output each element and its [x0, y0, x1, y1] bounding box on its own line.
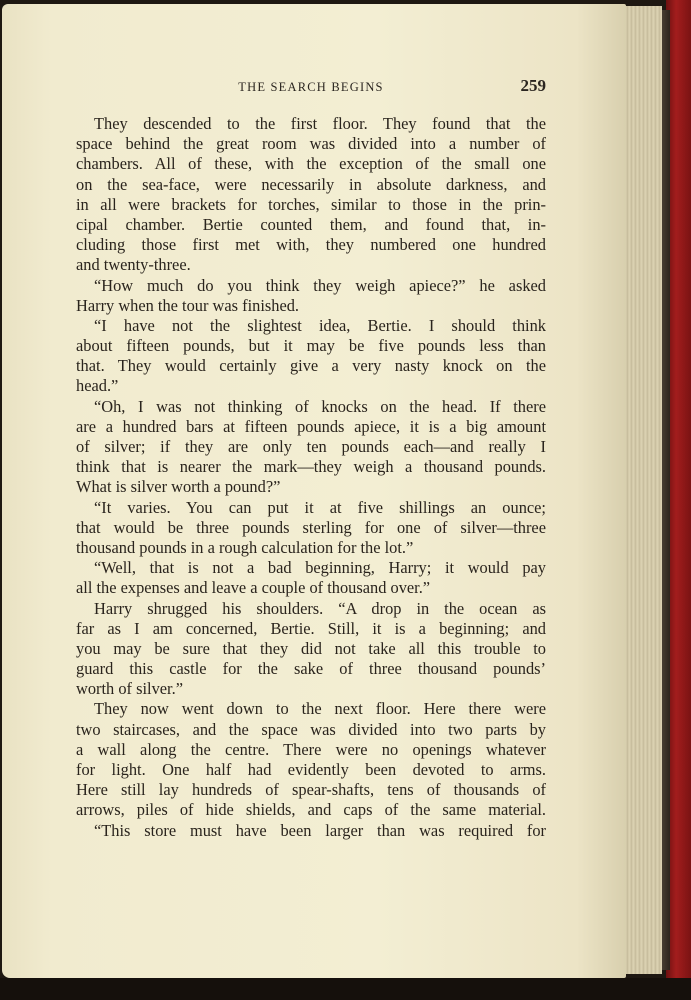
text-line: “I have not the slightest idea, Bertie. I should think [94, 315, 546, 335]
running-head: THE SEARCH BEGINS [238, 80, 384, 94]
text-line: a wall along the centre. There were no openings whatever [76, 739, 546, 759]
text-line: on the sea-face, were necessarily in absolute darkness, and [76, 174, 546, 194]
text-line: Harry shrugged his shoulders. “A drop in the ocean as [94, 598, 546, 618]
text-line: that would be three pounds sterling for one of silver—three [76, 517, 546, 537]
text-line: “Oh, I was not thinking of knocks on the head. If there [94, 396, 546, 416]
text-line: cluding those first met with, they numbered one hundred [76, 235, 546, 255]
text-line: “It varies. You can put it at five shillings an ounce; [94, 497, 546, 517]
text-line: think that is nearer the mark—they weigh a thousand pounds. [76, 457, 546, 477]
text-line: What is silver worth a pound?” [76, 477, 281, 497]
text-line: Here still lay hundreds of spear-shafts, tens of thousands of [76, 780, 546, 800]
text-line: that. They would certainly give a very nasty knock on the [76, 356, 546, 376]
text-line: arrows, piles of hide shields, and caps of the same material. [76, 800, 546, 820]
text-line: space behind the great room was divided into a number of [76, 134, 546, 154]
text-line: guard this castle for the sake of three thousand pounds’ [76, 659, 546, 679]
text-line: in all were brackets for torches, similar to those in the prin- [76, 194, 546, 214]
text-line: you may be sure that they did not take all this trouble to [76, 638, 546, 658]
text-line: head.” [76, 376, 119, 396]
text-line: worth of silver.” [76, 679, 183, 699]
text-line: They descended to the first floor. They found that the [94, 114, 546, 133]
text-line: far as I am concerned, Bertie. Still, it is a beginning; and [76, 618, 546, 638]
text-line: thousand pounds in a rough calculation for the lot.” [76, 537, 414, 557]
page-header [76, 78, 546, 100]
page-fore-edge [620, 6, 662, 974]
text-line: cipal chamber. Bertie counted them, and found that, in- [76, 214, 546, 234]
text-line: chambers. All of these, with the exception of the small one [76, 154, 546, 174]
text-line: They now went down to the next floor. Here there were [94, 699, 546, 719]
text-line: of silver; if they are only ten pounds each—and really I [76, 437, 546, 456]
page-number: 259 [520, 76, 546, 95]
text-line: “Well, that is not a bad beginning, Harry; it would pay [94, 558, 546, 578]
text-line: and twenty-three. [76, 255, 191, 275]
body-text [76, 114, 546, 841]
text-line: all the expenses and leave a couple of thousand over.” [76, 578, 431, 598]
bottom-dark-band [0, 978, 691, 1000]
text-line: Harry when the tour was finished. [76, 295, 300, 315]
text-line: about fifteen pounds, but it may be five pounds less than [76, 336, 546, 356]
text-line: are a hundred bars at fifteen pounds apiece, it is a big amount [76, 416, 546, 436]
text-line: for light. One half had evidently been devoted to arms. [76, 760, 546, 779]
text-line: “This store must have been larger than was required for [94, 820, 546, 840]
text-line: two staircases, and the space was divided into two parts by [76, 719, 546, 739]
text-line: “How much do you think they weigh apiece?” he asked [94, 275, 546, 295]
